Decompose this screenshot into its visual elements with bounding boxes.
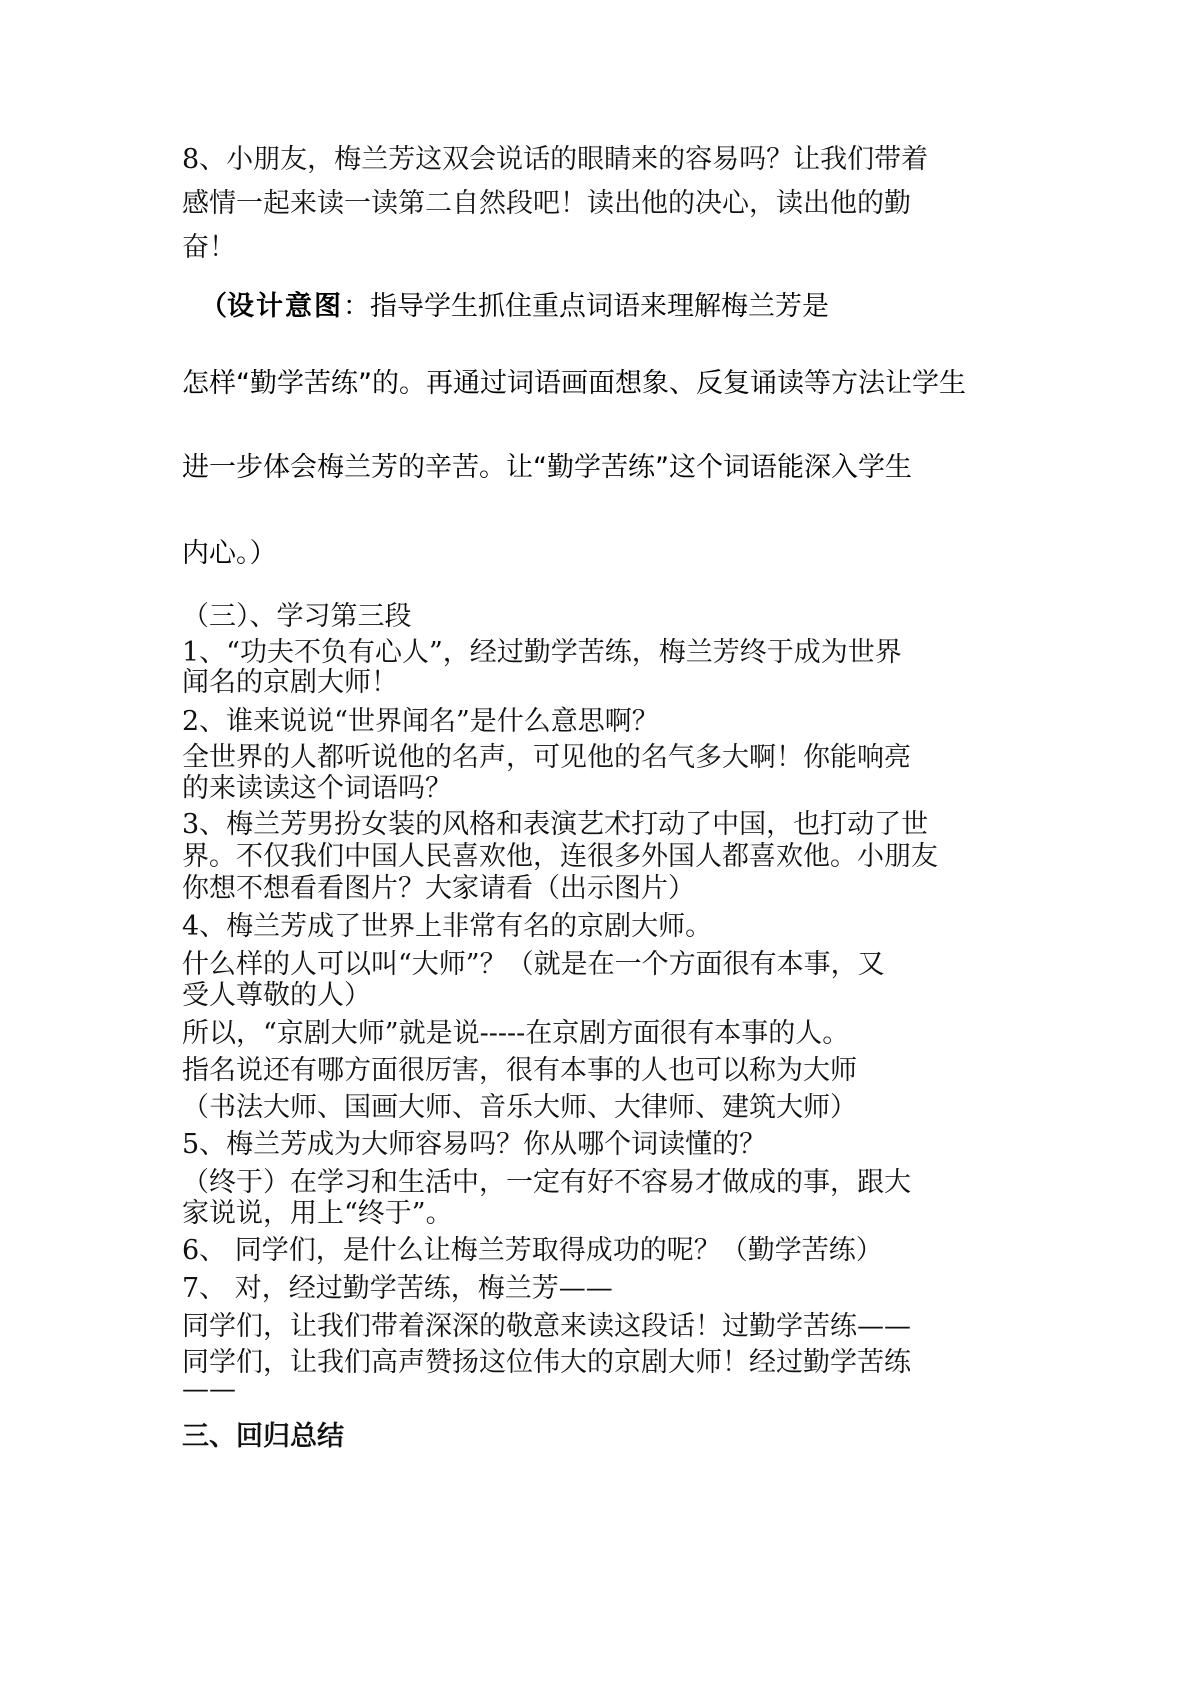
part3-line-18: 6、 同学们，是什么让梅兰芳取得成功的呢？（勤学苦练）: [182, 1235, 883, 1266]
design-intent-label: 设计意图: [227, 291, 343, 322]
part3-line-14: （书法大师、国画大师、音乐大师、大律师、建筑大师）: [182, 1092, 857, 1123]
design-intent-line-3: 进一步体会梅兰芳的辛苦。让“勤学苦练”这个词语能深入学生: [182, 452, 912, 483]
design-intent-line-4: 内心。）: [182, 538, 277, 569]
part3-line-15: 5、梅兰芳成为大师容易吗？你从哪个词读懂的？: [182, 1129, 767, 1160]
part3-line-20: 同学们，让我们带着深深的敬意来读这段话！过勤学苦练——: [182, 1311, 911, 1342]
part3-line-5: 的来读读这个词语吗？: [182, 773, 452, 804]
part3-line-16: （终于）在学习和生活中，一定有好不容易才做成的事，跟大: [182, 1167, 911, 1198]
part3-line-2: 闻名的京剧大师！: [182, 667, 398, 698]
part3-line-17: 家说说，用上“终于”。: [182, 1198, 453, 1229]
part3-line-4: 全世界的人都听说他的名声，可见他的名气多大啊！你能响亮: [182, 742, 911, 773]
part3-line-1: 1、“功夫不负有心人”，经过勤学苦练，梅兰芳终于成为世界: [182, 637, 902, 668]
part3-line-3: 2、谁来说说“世界闻名”是什么意思啊？: [182, 706, 659, 737]
part3-line-22: ——: [182, 1374, 236, 1405]
part3-line-19: 7、 对，经过勤学苦练，梅兰芳——: [182, 1273, 613, 1304]
summary-heading: 三、回归总结: [182, 1421, 344, 1452]
paragraph-8-line-1: 8、小朋友，梅兰芳这双会说话的眼睛来的容易吗？让我们带着: [182, 144, 929, 175]
design-intent-line-1: [200, 290, 829, 324]
part3-line-13: 指名说还有哪方面很厉害，很有本事的人也可以称为大师: [182, 1055, 857, 1086]
design-intent-line-2: 怎样“勤学苦练”的。再通过词语画面想象、反复诵读等方法让学生: [182, 368, 966, 399]
design-intent-text: ：指导学生抓住重点词语来理解梅兰芳是: [343, 291, 829, 322]
part3-line-7: 界。不仅我们中国人民喜欢他，连很多外国人都喜欢他。小朋友: [182, 841, 938, 872]
part3-line-9: 4、梅兰芳成了世界上非常有名的京剧大师。: [182, 911, 713, 942]
part3-line-8: 你想不想看看图片？大家请看（出示图片）: [182, 873, 695, 904]
part3-line-21: 同学们，让我们高声赞扬这位伟大的京剧大师！经过勤学苦练: [182, 1347, 911, 1378]
part3-line-6: 3、梅兰芳男扮女装的风格和表演艺术打动了中国，也打动了世: [182, 809, 929, 840]
part3-line-12: 所以，“京剧大师”就是说-----在京剧方面很有本事的人。: [182, 1018, 850, 1049]
part3-line-10: 什么样的人可以叫“大师”？（就是在一个方面很有本事，又: [182, 949, 885, 980]
design-intent-open-paren: （: [200, 291, 227, 322]
part3-line-11: 受人尊敬的人）: [182, 980, 371, 1011]
section-title-part-3: （三）、学习第三段: [182, 601, 412, 632]
paragraph-8-line-3: 奋！: [182, 232, 236, 263]
paragraph-8-line-2: 感情一起来读一读第二自然段吧！读出他的决心，读出他的勤: [182, 188, 911, 219]
